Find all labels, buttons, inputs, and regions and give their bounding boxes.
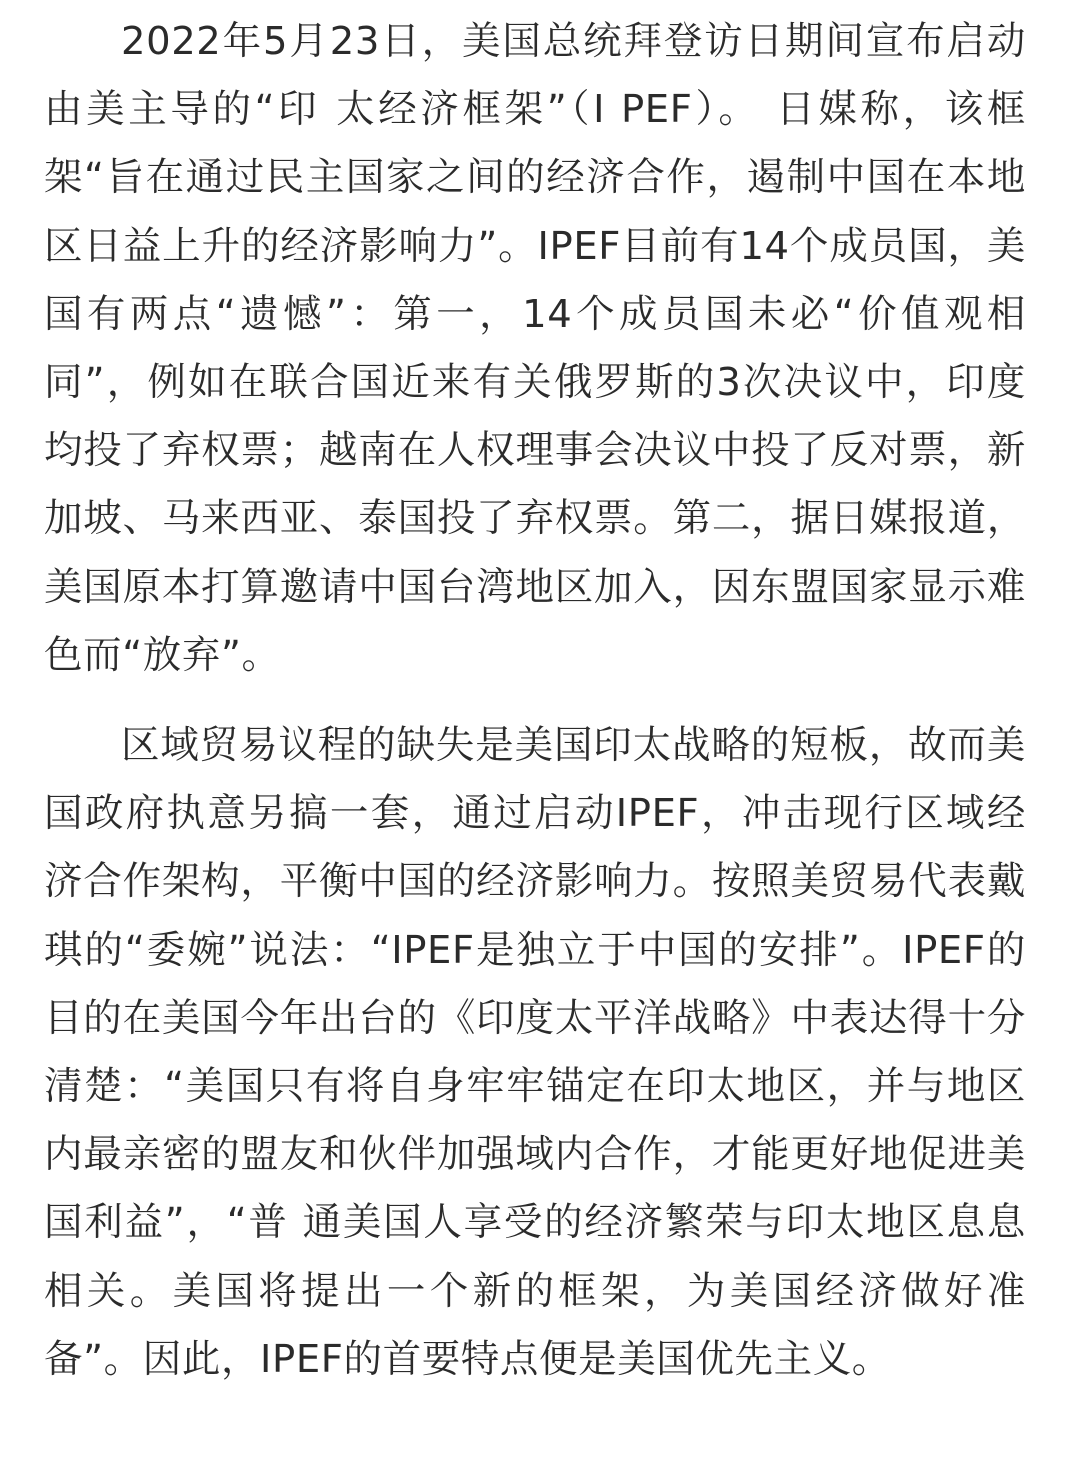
paragraph-2: 区域贸易议程的缺失是美国印太战略的短板，故而美国政府执意另搞一套，通过启动IPEF，冲击现行区域经济合作架构，平衡中国的经济影响力。按照美贸易代表戴琪的“委婉”说法：“IPEF是独立于中国的安排”。IPEF的目的在美国今年出台的《印度太平洋战略》中表达得十分清楚：“美国只有将自身牢牢锚定在印太地区，并与地区内最亲密的盟友和伙伴加强域内合作，才能更好地促进美国利益”，“普 通美国人享受的经济繁荣与印太地区息息相关。美国将提出一个新的框架，为美国经济做好准备”。因此，IPEF的首要特点便是美国优先主义。 (44, 723, 1026, 1382)
paragraph-1: 2022年5月23日，美国总统拜登访日期间宣布启动由美主导的“印 太经济框架”（I PEF）。 日媒称，该框架“旨在通过民主国家之间的经济合作，遏制中国在本地区日益上升的经济影响力”。IPEF目前有14个成员国，美国有两点“遗憾”：第一，14个成员国未必“价值观相同”，例如在联合国近来有关俄罗斯的3次决议中，印度均投了弃权票；越南在人权理事会决议中投了反对票，新加坡、马来西亚、泰国投了弃权票。第二，据日媒报道，美国原本打算邀请中国台湾地区加入，因东盟国家显示难色而“放弃”。 (44, 19, 1026, 678)
